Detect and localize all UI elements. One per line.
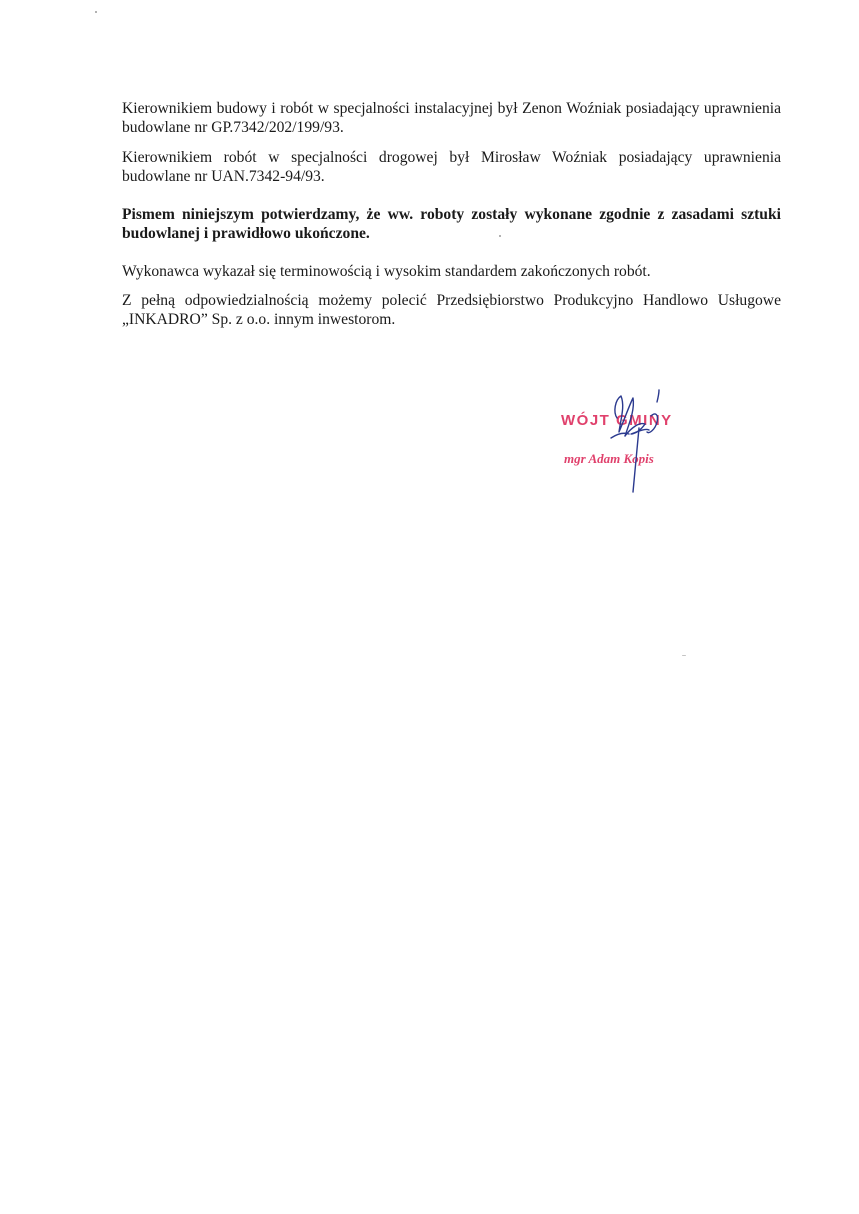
stamp-title: WÓJT GMINY — [561, 412, 673, 429]
scan-speck — [499, 235, 501, 237]
paragraph-site-manager-roads: Kierownikiem robót w specjalności drogowej był Mirosław Woźniak posiadający uprawnienia budowlane nr UAN.7342-94/93. — [122, 149, 781, 185]
scan-speck — [95, 11, 97, 13]
handwritten-signature — [555, 388, 715, 508]
official-stamp — [555, 388, 715, 508]
paragraph-recommendation: Z pełną odpowiedzialnością możemy polecić Przedsiębiorstwo Produkcyjno Handlowo Usługowe „INKADRO” Sp. z o.o. innym inwestorom. — [122, 292, 781, 328]
paragraph-confirmation-statement: Pismem niniejszym potwierdzamy, że ww. roboty zostały wykonane zgodnie z zasadami sztuki budowlanej i prawidłowo ukończone. — [122, 206, 781, 242]
paragraph-site-manager-installation: Kierownikiem budowy i robót w specjalności instalacyjnej był Zenon Woźniak posiadający uprawnienia budowlane nr GP.7342/202/199/93. — [122, 100, 781, 136]
paragraph-contractor-assessment: Wykonawca wykazał się terminowością i wysokim standardem zakończonych robót. — [122, 263, 651, 280]
scan-speck — [682, 655, 686, 656]
stamp-signatory-name: mgr Adam Kopis — [564, 451, 654, 466]
